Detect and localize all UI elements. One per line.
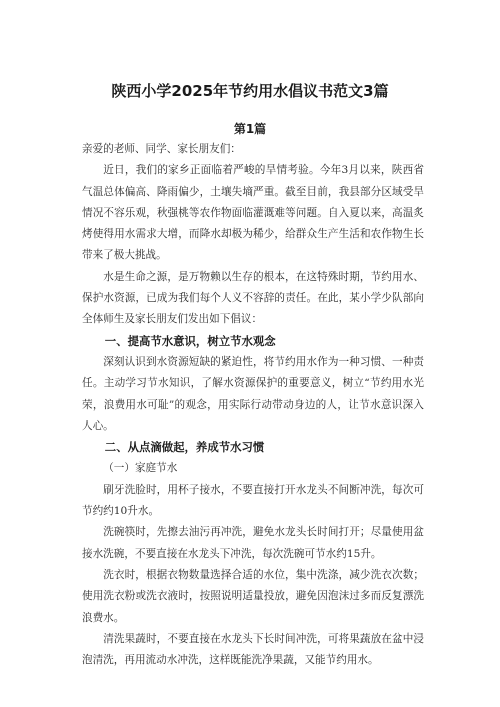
paragraph: 深刻认识到水资源短缺的紧迫性，将节约用水作为一种习惯、一种责任。主动学习节水知识，了解水资源保护的重要意义，树立“节约用水光荣，浪费用水可耻”的观念，用实际行动带动身边的人，让节水意识深入人心。 (82, 355, 424, 432)
paragraph: 刷牙洗脸时，用杯子接水，不要直接打开水龙头不间断冲洗，每次可节约约10升水。 (82, 483, 424, 518)
sub-heading: 一、提高节水意识，树立节水观念 (104, 333, 276, 348)
salutation: 亲爱的老师、同学、家长朋友们： (82, 143, 241, 155)
paragraph: 清洗果蔬时，不要直接在水龙头下长时间冲洗，可将果蔬放在盆中浸泡清洗，再用流动水冲洗，这样既能洗净果蔬，又能节约用水。 (82, 632, 424, 667)
document-body (82, 139, 424, 671)
paragraph: 近日，我们的家乡正面临着严峻的旱情考验。今年3月以来，陕西省气温总体偏高、降雨偏少，土壤失墒严重。截至目前，我县部分区域受旱情况不容乐观，秋强桃等农作物面临灌溉难等问题。自入夏以来，高温炙烤使得用水需求大增，而降水却极为稀少，给群众生产生活和农作物生长带来了极大挑战。 (82, 164, 424, 262)
minor-heading: （一）家庭节水 (103, 462, 178, 475)
paragraph: 洗碗筷时，先擦去油污再冲洗，避免水龙头长时间打开；尽量使用盆接水洗碗，不要直接在水龙头下冲洗，每次洗碗可节水约15升。 (82, 526, 424, 560)
section-heading: 第1篇 (233, 122, 267, 136)
sub-heading: 二、从点滴做起，养成节水习惯 (104, 440, 265, 455)
document-title: 陕西小学2025年节约用水倡议书范文3篇 (111, 82, 389, 100)
paragraph: 洗衣时，根据衣物数量选择合适的水位，集中洗涤，减少洗衣次数；使用洗衣粉或洗衣液时，按照说明适量投放，避免因泡沫过多而反复漂洗浪费水。 (82, 568, 424, 624)
paragraph: 水是生命之源，是万物赖以生存的根本，在这特殊时期，节约用水、保护水资源，已成为我们每个人义不容辞的责任。在此，某小学少队部向全体师生及家长朋友们发出如下倡议： (82, 270, 424, 326)
